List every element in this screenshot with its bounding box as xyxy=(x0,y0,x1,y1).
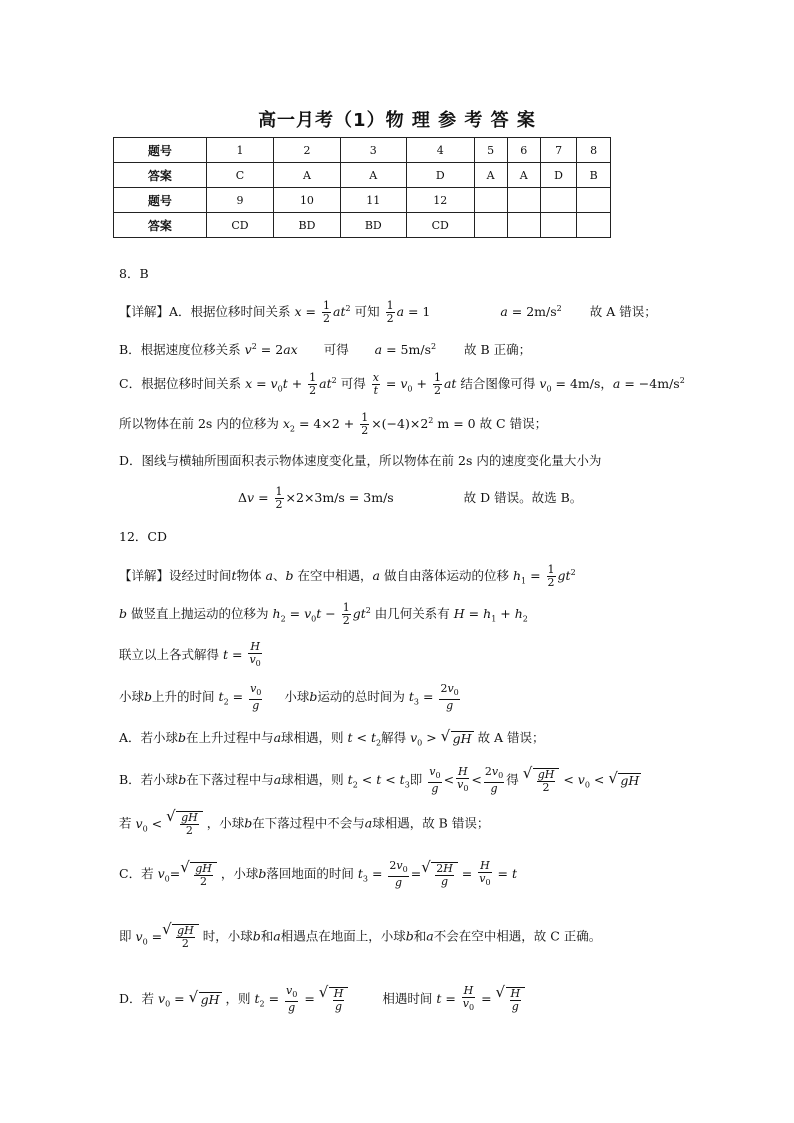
formula: $a = 5m/s^2$ xyxy=(374,342,437,358)
table-cell: C xyxy=(206,163,274,188)
text: 可知 xyxy=(354,304,380,320)
table-cell xyxy=(507,188,540,213)
table-cell: 11 xyxy=(340,188,406,213)
text: 小球 xyxy=(284,689,310,705)
formula: $t_3$ = $\frac{2v_0}{g}$ = √ $\frac{2H}{g}$ = $\frac{H}{v_0}$ = t xyxy=(358,866,517,881)
text: 可得 xyxy=(323,342,349,358)
table-cell: A xyxy=(474,163,507,188)
q8-line-d xyxy=(119,450,601,472)
text: 球相遇，则 xyxy=(281,730,344,745)
formula: $v_0$ = √ gH xyxy=(158,991,221,1006)
table-cell xyxy=(577,213,611,238)
table-cell: 7 xyxy=(540,138,576,163)
formula: $x_2 = 4\times 2$ + $\frac{1}{2}$ $\times(-4)\times 2^2$ m = 0 xyxy=(282,411,476,438)
text: ，则 xyxy=(225,991,251,1007)
text: 和 xyxy=(413,928,427,944)
text: 在空中相遇， xyxy=(297,568,373,584)
formula: √ $\frac{gH}{2}$ < $v_0$ < √ gH xyxy=(523,772,642,787)
formula: $x = v_0t$ + $\frac{1}{2}$ $at^2$ xyxy=(245,371,337,398)
text: 若 xyxy=(119,815,132,831)
q12-option-d xyxy=(119,985,525,1016)
table-cell: B xyxy=(577,163,611,188)
text: A．若小球 xyxy=(119,730,179,745)
text: 做竖直上抛运动的位移为 xyxy=(131,606,269,622)
q12-heading xyxy=(119,526,167,548)
formula: t = $\frac{H}{v_0}$ = √ $\frac{H}{g}$ xyxy=(436,991,525,1006)
text: 故 C 错误； xyxy=(479,416,548,432)
formula: $t_3$ = $\frac{2v_0}{g}$ xyxy=(408,682,459,713)
formula: $\frac{1}{2}$ a = 1 xyxy=(386,299,431,326)
formula: $v_0$ < √ $\frac{gH}{2}$ xyxy=(136,816,203,831)
table-cell xyxy=(540,188,576,213)
text: 可得 xyxy=(340,376,366,392)
formula: $h_1$ = $\frac{1}{2}$ $gt^2$ xyxy=(512,563,576,590)
text: 落回地面的时间 xyxy=(266,866,354,882)
table-cell: 4 xyxy=(406,138,474,163)
q8-line-c2 xyxy=(119,410,547,441)
text: 球相遇，故 B 错误； xyxy=(372,815,490,831)
text: 【详解】A．根据位移时间关系 xyxy=(119,304,291,320)
table-cell: 题号 xyxy=(114,188,207,213)
text: 得 xyxy=(506,772,519,788)
table-cell: A xyxy=(507,163,540,188)
answer-table xyxy=(113,137,611,238)
text: 所以物体在前 2s 内的位移为 xyxy=(119,416,279,432)
formula: $h_2 = v_0t$ − $\frac{1}{2}$ $gt^2$ xyxy=(272,601,371,628)
formula: Δv = $\frac{1}{2}$ ×2×3m/s = 3m/s xyxy=(238,485,394,511)
formula: t = $\frac{H}{v_0}$ xyxy=(223,640,261,669)
q12-option-a: A．若小球b在上升过程中与a球相遇，则 $t < t_2$解得 $v_0$ > √ gH 故 A 错误； xyxy=(119,727,545,755)
formula: $v_0 = 4m/s$，$a = -4m/s^2$ xyxy=(539,376,685,394)
table-row xyxy=(114,138,611,163)
text: 时，小球 xyxy=(202,928,253,944)
q8-line-b xyxy=(119,336,531,361)
table-cell: 9 xyxy=(206,188,274,213)
text: ，小球 xyxy=(220,866,259,882)
text: 解得 xyxy=(381,730,407,745)
text: 故 D 错误。故选 B。 xyxy=(463,490,583,505)
q12-line-3 xyxy=(119,641,264,670)
table-cell xyxy=(474,188,507,213)
text: 物体 xyxy=(236,568,262,584)
q12-line-2: b 做竖直上抛运动的位移为 $h_2 = v_0t$ − $\frac{1}{2}$ $gt^2$ 由几何关系有 $H = h_1 + h_2$ xyxy=(119,601,528,628)
text: ，小球 xyxy=(206,815,245,831)
formula: $v^2 = 2ax$ xyxy=(244,342,298,358)
text: 故 A 错误； xyxy=(589,304,657,320)
text: 在下落过程中与 xyxy=(186,772,274,788)
formula: $t_2 < t < t_3$ xyxy=(347,772,410,790)
formula: $v_0=$ √ $\frac{gH}{2}$ xyxy=(158,866,217,881)
table-cell: 答案 xyxy=(114,213,207,238)
text: 【详解】设经过时间 xyxy=(119,568,232,584)
text: 不会在空中相遇，故 C 正确。 xyxy=(433,928,602,944)
q12-option-c2: 即 $v_0$ = √ $\frac{gH}{2}$ 时，小球b和a相遇点在地面上，小球b和a不会在空中相遇，故 C 正确。 xyxy=(119,924,601,953)
text: 结合图像可得 xyxy=(460,376,536,392)
formula: $v_0$ > √ gH xyxy=(410,730,473,745)
table-cell xyxy=(507,213,540,238)
table-cell: BD xyxy=(274,213,340,238)
text: C．若 xyxy=(119,866,154,882)
q8-line-a xyxy=(119,298,657,325)
text: D．图线与横轴所围面积表示物体速度变化量，所以物体在前 2s 内的速度变化量大小为 xyxy=(119,453,602,468)
q12-heading-text: 12．CD xyxy=(119,529,167,544)
q12-option-b: B．若小球b在下落过程中与a球相遇，则 $t_2 < t < t_3$即 $\frac{v_0}{g}$ < $\frac{H}{v_0}$ < $\frac{2v_0}{g}$ 得 √ $\frac{gH}{2}$ < $v_0$ < √ gH xyxy=(119,766,641,797)
text: 做自由落体运动的位移 xyxy=(383,568,509,584)
text: 在上升过程中与 xyxy=(186,730,274,745)
table-cell: CD xyxy=(406,213,474,238)
q12-line-4: 小球b上升的时间 $t_2$ = $\frac{v_0}{g}$ 小球b运动的总时间为 $t_3$ = $\frac{2v_0}{g}$ xyxy=(119,683,462,714)
text: 上升的时间 xyxy=(152,689,215,705)
table-cell xyxy=(474,213,507,238)
formula: $\frac{x}{t}$ = $v_0$ + $\frac{1}{2}$ at xyxy=(372,371,457,398)
q8-heading-text: 8．B xyxy=(119,266,149,281)
text: 运动的总时间为 xyxy=(317,689,405,705)
table-cell: 2 xyxy=(274,138,340,163)
text: 即 xyxy=(409,772,423,788)
table-cell xyxy=(577,188,611,213)
text: 和 xyxy=(260,928,274,944)
formula: $t < t_2$ xyxy=(347,730,382,748)
q8-line-c xyxy=(119,370,685,401)
table-cell: 答案 xyxy=(114,163,207,188)
table-cell: D xyxy=(406,163,474,188)
formula: $H = h_1 + h_2$ xyxy=(453,606,528,624)
text: D．若 xyxy=(119,991,155,1007)
table-cell: 12 xyxy=(406,188,474,213)
text: C．根据位移时间关系 xyxy=(119,376,242,392)
formula: $t_2$ = $\frac{v_0}{g}$ = √ $\frac{H}{g}$ xyxy=(254,991,348,1006)
text: B．根据速度位移关系 xyxy=(119,342,241,358)
table-cell xyxy=(540,213,576,238)
table-cell: 3 xyxy=(340,138,406,163)
table-cell: 题号 xyxy=(114,138,207,163)
text: 小球 xyxy=(119,689,145,705)
text: 在下落过程中不会与 xyxy=(252,815,365,831)
text: 联立以上各式解得 xyxy=(119,647,220,663)
table-cell: 8 xyxy=(577,138,611,163)
table-row xyxy=(114,163,611,188)
text: 相遇点在地面上，小球 xyxy=(280,928,406,944)
text: 即 xyxy=(119,928,132,944)
table-cell: BD xyxy=(340,213,406,238)
table-row xyxy=(114,188,611,213)
formula: x = $\frac{1}{2}$ $at^2$ xyxy=(294,299,351,326)
table-cell: 1 xyxy=(206,138,274,163)
table-cell: 10 xyxy=(274,188,340,213)
text: 故 B 正确； xyxy=(464,342,532,358)
formula: $t_2$ = $\frac{v_0}{g}$ xyxy=(218,682,262,713)
table-cell: 6 xyxy=(507,138,540,163)
table-cell: 5 xyxy=(474,138,507,163)
table-cell: A xyxy=(340,163,406,188)
text: 由几何关系有 xyxy=(374,606,450,622)
q12-option-b2: 若 $v_0$ < √ $\frac{gH}{2}$ ，小球b在下落过程中不会与a球相遇，故 B 错误； xyxy=(119,811,489,840)
text: B．若小球 xyxy=(119,772,179,788)
formula: $a = 2m/s^2$ xyxy=(500,304,562,320)
table-cell: CD xyxy=(206,213,274,238)
text: 球相遇，则 xyxy=(281,772,344,788)
table-cell: D xyxy=(540,163,576,188)
table-row xyxy=(114,213,611,238)
table-cell: A xyxy=(274,163,340,188)
text: 相遇时间 xyxy=(382,991,433,1007)
formula: $\frac{v_0}{g}$ < $\frac{H}{v_0}$ < $\frac{2v_0}{g}$ xyxy=(429,765,504,796)
page-title: 高一月考（1）物 理 参 考 答 案 xyxy=(258,110,536,131)
formula: $v_0$ = √ $\frac{gH}{2}$ xyxy=(136,929,199,944)
text: 故 A 错误； xyxy=(477,730,545,745)
q12-option-c: C．若 $v_0=$ √ $\frac{gH}{2}$ ，小球b落回地面的时间 $t_3$ = $\frac{2v_0}{g}$ = √ $\frac{2H}{g}$ = $\frac{H}{v_0}$ = t xyxy=(119,860,517,891)
q8-heading xyxy=(119,263,149,285)
q8-line-d2 xyxy=(238,486,582,511)
q12-line-1: 【详解】设经过时间t物体 a、b 在空中相遇，a 做自由落体运动的位移 $h_1$ = $\frac{1}{2}$ $gt^2$ xyxy=(119,563,576,590)
